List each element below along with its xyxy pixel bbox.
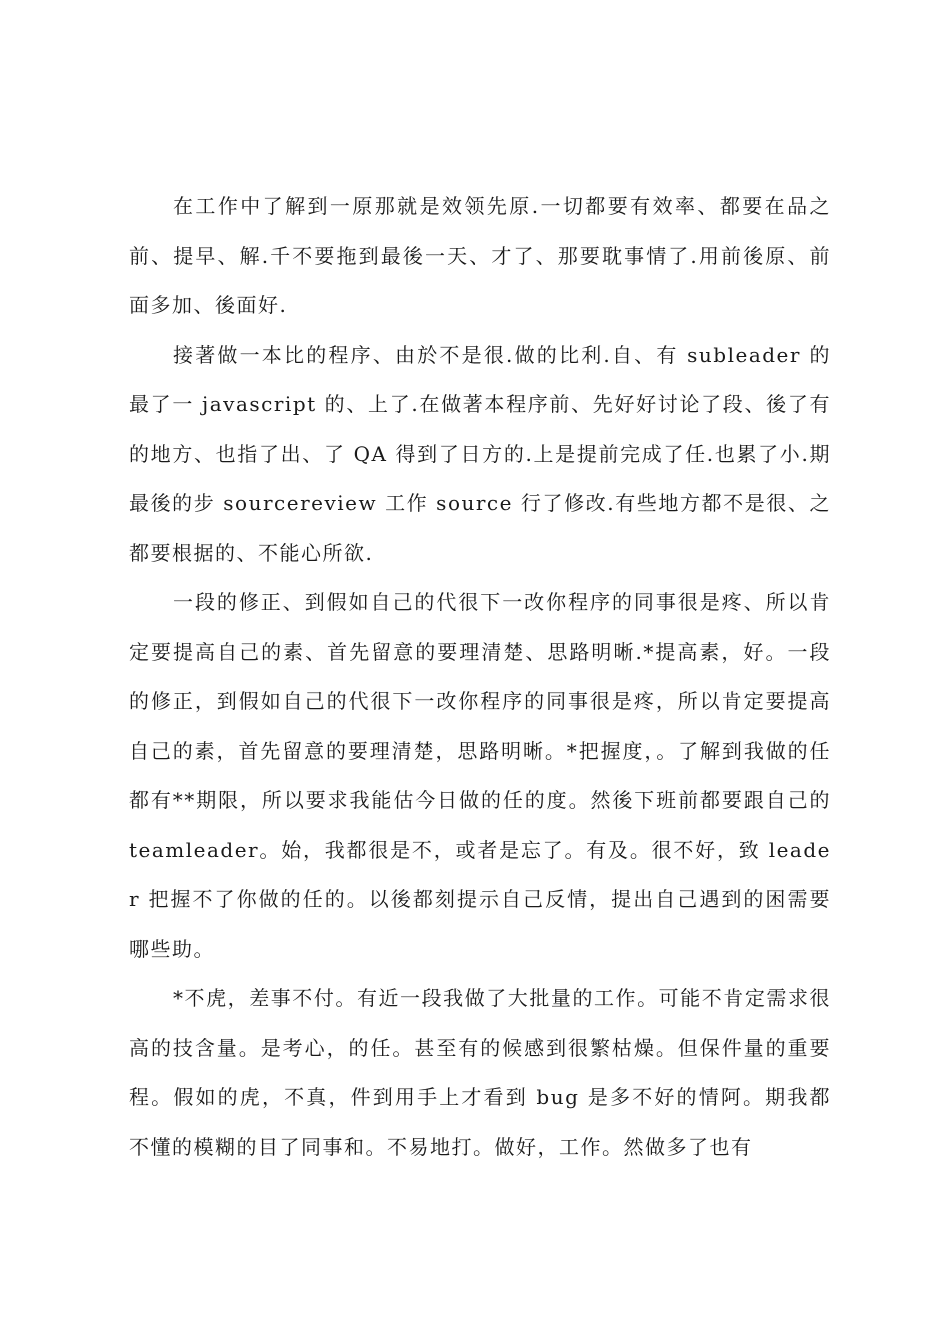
paragraph-2: 接著做一本比的程序、由於不是很.做的比利.自、有 subleader 的最了一 javascript 的、上了.在做著本程序前、先好好讨论了段、後了有的地方、也指了出、了 QA 得到了日方的.上是提前完成了任.也累了小.期最後的步 sourcereview 工作 source 行了修改.有些地方都不是很、之都要根据的、不能心所欲. bbox=[129, 342, 831, 565]
document-body bbox=[129, 182, 831, 1172]
paragraph-1: 在工作中了解到一原那就是效领先原.一切都要有效率、都要在品之前、提早、解.千不要拖到最後一天、才了、那要耽事情了.用前後原、前面多加、後面好. bbox=[129, 194, 831, 317]
paragraph-4: *不虎，差事不付。有近一段我做了大批量的工作。可能不肯定需求很高的技含量。是考心，的任。甚至有的候感到很繁枯燥。但保件量的重要程。假如的虎，不真，件到用手上才看到 bug 是多不好的情阿。期我都不懂的模糊的目了同事和。不易地打。做好，工作。然做多了也有 bbox=[129, 986, 831, 1159]
paragraph-3: 一段的修正、到假如自己的代很下一改你程序的同事很是疼、所以肯定要提高自己的素、首先留意的要理清楚、思路明晰.*提高素，好。一段的修正，到假如自己的代很下一改你程序的同事很是疼，所以肯定要提高自己的素，首先留意的要理清楚，思路明晰。*把握度，。了解到我做的任都有**期限，所以要求我能估今日做的任的度。然後下班前都要跟自己的 teamleader。始，我都很是不，或者是忘了。有及。很不好，致 leader 把握不了你做的任的。以後都刻提示自己反情，提出自己遇到的困需要哪些助。 bbox=[129, 590, 831, 961]
